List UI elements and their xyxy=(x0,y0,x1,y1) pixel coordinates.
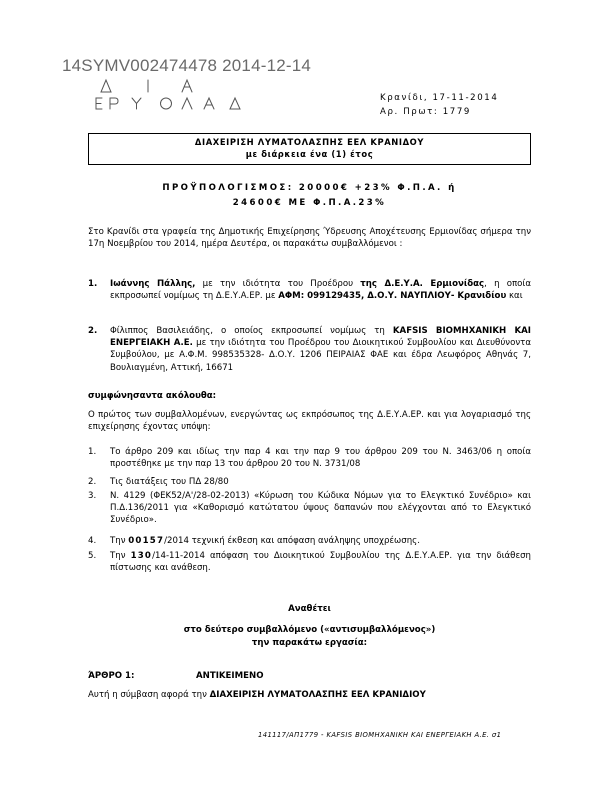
party-2-text-2: με την ιδιότητα του Προέδρου του Διοικητικού Συμβουλίου και Διευθύνοντα Συμβούλου, με Α.Φ.Μ. 998535328- Δ.Ο.Υ. 1206 ΠΕΙΡΑΙΑΣ ΦΑΕ και έδρα Λεωφόρος Αθηνάς 7, Βουλιαγμένη, Αττική, 16671 xyxy=(110,338,531,373)
intro-paragraph: Στο Κρανίδι στα γραφεία της Δημοτικής Επιχείρησης Ύδρευσης Αποχέτευσης Ερμιονίδας σήμερα την 17η Νοεμβρίου του 2014, ημέρα Δευτέρα, οι παρακάτω συμβαλλόμενοι : xyxy=(88,227,531,250)
consideration-5 xyxy=(88,550,531,574)
party-1 xyxy=(88,278,531,302)
title-line-2: με διάρκεια ένα (1) έτος xyxy=(245,149,374,160)
page-footer: 141117/ΑΠ1779 - KAFSIS ΒΙΟΜΗΧΑΝΙΚΗ ΚΑΙ ΕΝΕΡΓΕΙΑΚΗ Α.Ε. σ1 xyxy=(258,731,502,739)
party-1-text-1: με την ιδιότητα του Προέδρου xyxy=(195,279,361,289)
agreed-heading: συμφώνησαντα ακόλουθα: xyxy=(88,391,217,401)
header-date-protocol xyxy=(380,92,498,120)
budget-line-1: ΠΡΟΫΠΟΛΟΓΙΣΜΟΣ: 20000€ +23% Φ.Π.Α. ή xyxy=(162,183,457,193)
consideration-4-number: 4. xyxy=(88,536,97,546)
consideration-4 xyxy=(88,535,531,547)
article-text xyxy=(88,689,531,701)
consideration-2-text: Τις διατάξεις του ΠΔ 28/80 xyxy=(110,477,229,487)
title-box xyxy=(88,133,531,165)
consideration-4-post: /2014 τεχνική έκθεση και απόφαση ανάληψης υποχρέωσης. xyxy=(164,536,420,546)
protocol-number: Αρ. Πρωτ: 1779 xyxy=(380,106,471,117)
consideration-5-pre: Την xyxy=(110,551,131,561)
party-1-org: της Δ.Ε.Υ.Α. Ερμιονίδας xyxy=(360,279,485,289)
consideration-1-number: 1. xyxy=(88,447,97,457)
document-id-watermark: 14SYMV002474478 2014-12-14 xyxy=(62,56,312,75)
party-2-number: 2. xyxy=(88,326,98,336)
consideration-1-text: Το άρθρο 209 και ιδίως την παρ 4 και την παρ 9 του άρθρου 209 του Ν. 3463/06 η οποία προστέθηκε με την παρ 13 του άρθρου 20 του Ν. 3731/08 xyxy=(110,447,531,470)
party-1-name: Ιωάννης Πάλλης, xyxy=(110,279,196,289)
party-1-afm: ΑΦΜ: 099129435, Δ.Ο.Υ. ΝΑΥΠΛΙΟΥ- Κρανιδίου xyxy=(278,291,507,302)
consideration-4-pre: Την xyxy=(110,536,129,546)
budget-line-2: 24600€ ΜΕ Φ.Π.Α.23% xyxy=(232,197,387,208)
party-2 xyxy=(88,325,531,374)
article-text-intro: Αυτή η σύμβαση αφορά την xyxy=(88,690,210,700)
consideration-3 xyxy=(88,490,531,527)
assign-heading: Αναθέτει xyxy=(288,604,331,614)
budget-heading xyxy=(88,181,531,210)
consideration-3-number: 3. xyxy=(88,491,97,501)
article-heading: ΑΝΤΙΚΕΙΜΕΝΟ xyxy=(196,671,264,681)
party-1-text-2: , η οποία εκπροσωπεί νομίμως τη Δ.Ε.Υ.Α.ΕΡ. με xyxy=(110,279,531,302)
consideration-1 xyxy=(88,446,531,470)
first-party-paragraph: Ο πρώτος των συμβαλλομένων, ενεργώντας ως εκπρόσωπος της Δ.Ε.Υ.Α.ΕΡ. και για λογαριασμό της επιχείρησης έχοντας υπόψη: xyxy=(88,410,531,433)
title-line-1: ΔΙΑΧΕΙΡΙΣΗ ΛΥΜΑΤΟΛΑΣΠΗΣ ΕΕΛ ΚΡΑΝΙΔΟΥ xyxy=(194,137,425,147)
place-date: Κρανίδι, 17-11-2014 xyxy=(380,93,499,103)
party-1-number: 1. xyxy=(88,279,98,289)
party-1-text-3: και xyxy=(506,291,523,302)
consideration-5-ref: 130 xyxy=(130,551,153,561)
consideration-3-text: Ν. 4129 (ΦΕΚ52/Α'/28-02-2013) «Κύρωση του Κώδικα Νόμων για το Ελεγκτικό Συνέδριο» και Π.Δ.136/2011 για «Καθορισμό κατώτατου ύψους δαπανών που ελέγχονται από το Ελεγκτικό Συνέδριο». xyxy=(110,491,531,526)
consideration-5-post: /14-11-2014 απόφαση του Διοικητικού Συμβουλίου της Δ.Ε.Υ.Α.ΕΡ. για την διάθεση πίστωσης και ανάθεση. xyxy=(110,551,531,574)
party-2-text-1: Φίλιππος Βασιλειάδης, ο οποίος εκπροσωπεί νομίμως τη xyxy=(110,326,393,336)
article-subject: ΔΙΑΧΕΙΡΙΣΗ ΛΥΜΑΤΟΛΑΣΠΗΣ ΕΕΛ ΚΡΑΝΙΔΙΟΥ xyxy=(209,690,426,700)
assign-line-3: την παρακάτω εργασία: xyxy=(251,638,368,648)
consideration-5-number: 5. xyxy=(88,551,97,561)
diavgeia-logo xyxy=(92,78,272,112)
consideration-2-number: 2. xyxy=(88,477,97,487)
party-2-company: KAFSIS ΒΙΟΜΗΧΑΝΙΚΗ ΚΑΙ ΕΝΕΡΓΕΙΑΚΗ Α.Ε. xyxy=(110,326,531,349)
consideration-4-ref: 00157 xyxy=(128,536,165,546)
article-label: ΆΡΘΡΟ 1: xyxy=(88,671,135,681)
assign-line-2: στο δεύτερο συμβαλλόμενο («αντισυμβαλλόμενος») xyxy=(183,625,436,635)
consideration-2 xyxy=(88,476,531,488)
